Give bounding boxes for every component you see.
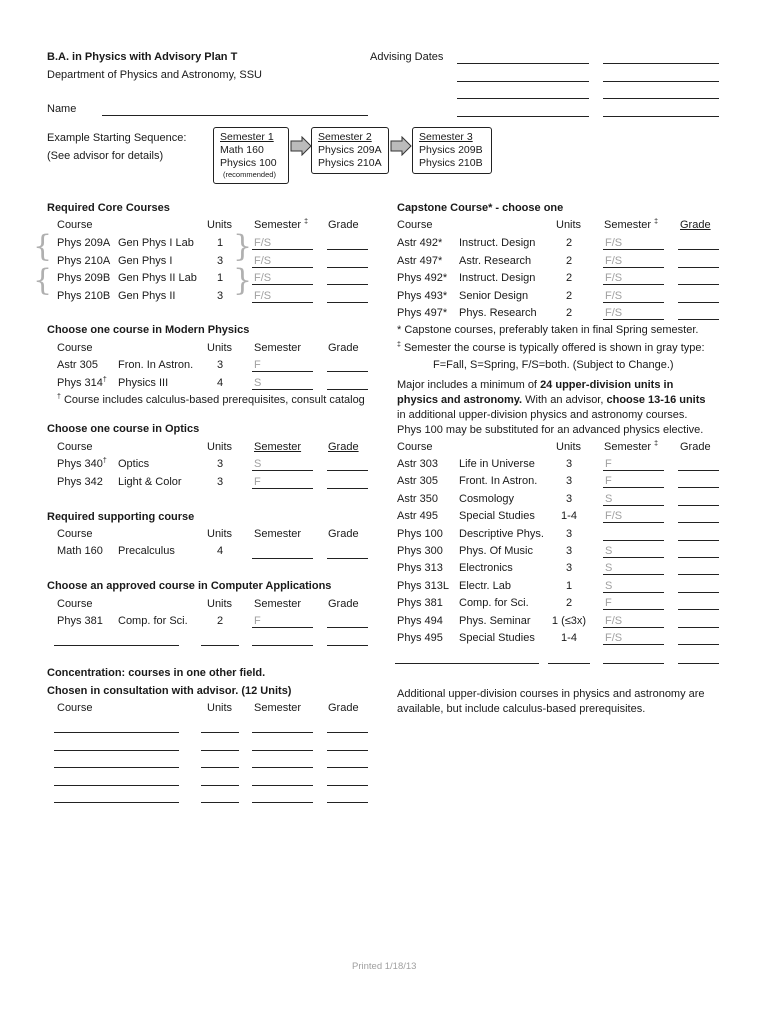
course-code: Astr 350 [397, 492, 438, 505]
right-brace-icon: } [233, 229, 253, 264]
course-title: Precalculus [118, 545, 175, 557]
course-field[interactable] [54, 802, 179, 803]
course-code [57, 458, 107, 470]
course-units: 3 [217, 254, 224, 267]
advising-date-field[interactable] [457, 81, 589, 82]
course-title: Electronics [459, 562, 513, 575]
col-units: Units [556, 441, 582, 453]
grade-field[interactable] [327, 785, 368, 786]
semester-field[interactable] [603, 505, 664, 506]
units-field[interactable] [201, 767, 239, 768]
semester-field[interactable] [603, 592, 664, 593]
col-course: Course [57, 702, 93, 714]
semester-3-box [412, 127, 492, 174]
semester-course: Math 160 [220, 144, 264, 156]
course-units: 2 [217, 615, 224, 627]
course-code: Phys 300 [397, 545, 443, 557]
col-course: Course [397, 441, 433, 453]
semester-offered: S [254, 376, 262, 389]
advising-date-field[interactable] [603, 63, 719, 64]
course-title: Electr. Lab [459, 579, 511, 592]
major-paragraph-line: in additional upper-division physics and astronomy courses. [397, 409, 688, 421]
semester-title: Semester 1 [220, 131, 274, 143]
grade-field[interactable] [327, 371, 368, 372]
semester-field[interactable] [252, 267, 313, 268]
course-units: 2 [565, 254, 573, 267]
course-code [57, 237, 110, 249]
units-field[interactable] [548, 663, 590, 664]
course-title: Astr. Research [459, 254, 532, 267]
semester-offered: F [605, 458, 612, 470]
course-title: Phys. Research [459, 307, 537, 319]
course-title: Comp. for Sci. [118, 615, 188, 627]
course-title: Front. In Astron. [459, 475, 538, 488]
semester-offered: S [254, 458, 262, 470]
course-title: Descriptive Phys. [459, 527, 544, 540]
col-semester: Semester [254, 441, 302, 453]
semester-offered: F/S [254, 254, 272, 267]
grade-field[interactable] [678, 627, 719, 628]
semester-course: Physics 100 [220, 157, 277, 169]
capstone-heading: Capstone Course* - choose one [397, 202, 564, 214]
grade-field[interactable] [678, 663, 719, 664]
course-title: Cosmology [459, 492, 515, 505]
course-code [57, 377, 107, 389]
course-code: Phys 100 [397, 527, 443, 540]
col-units: Units [207, 598, 233, 610]
units-field[interactable] [201, 802, 239, 803]
semester-course: Physics 210B [419, 157, 483, 169]
course-code: Astr 303 [397, 458, 438, 470]
semester-course: Physics 210A [318, 157, 382, 169]
concentration-subheading: Chosen in consultation with advisor. (12 Units) [47, 685, 292, 697]
course-title: Special Studies [459, 632, 535, 644]
major-paragraph-line: Phys 100 may be substituted for an advanced physics elective. [397, 424, 704, 436]
course-title: Phys. Seminar [459, 614, 531, 627]
semester-field[interactable] [252, 558, 313, 559]
course-code [57, 359, 98, 371]
grade-field[interactable] [678, 557, 719, 558]
col-grade: Grade [328, 342, 359, 354]
semester-offered: S [605, 492, 613, 505]
right-brace-icon: } [233, 263, 253, 298]
semester-field[interactable] [252, 732, 313, 733]
grade-field[interactable] [327, 558, 368, 559]
arrow-right-icon [290, 136, 312, 156]
course-code: Phys 493* [397, 289, 448, 302]
course-units: 1 [217, 272, 224, 284]
grade-field[interactable] [678, 284, 719, 285]
col-units: Units [207, 702, 233, 714]
course-code-text: Phys 210A [57, 254, 111, 267]
modern-heading: Choose one course in Modern Physics [47, 324, 250, 336]
name-field[interactable] [102, 115, 368, 116]
computer-heading: Choose an approved course in Computer Applications [47, 580, 332, 592]
col-grade: Grade [328, 598, 359, 610]
semester-field[interactable] [252, 802, 313, 803]
course-units: 3 [217, 458, 224, 470]
semester-offered: F/S [605, 272, 623, 284]
course-code: Astr 305 [397, 475, 438, 488]
page-title: B.A. in Physics with Advisory Plan T [47, 51, 238, 63]
course-units: 3 [217, 359, 224, 371]
advising-date-field[interactable] [603, 116, 719, 117]
col-units: Units [207, 342, 233, 354]
course-title: Life in Universe [459, 458, 535, 470]
grade-field[interactable] [327, 249, 368, 250]
course-units: 1-4 [561, 510, 577, 523]
course-units: 2 [565, 272, 573, 284]
units-field[interactable] [201, 785, 239, 786]
semester-field[interactable] [603, 644, 664, 645]
semester-offered: F/S [605, 237, 623, 249]
course-units: 4 [217, 376, 224, 389]
semester-field[interactable] [603, 487, 664, 488]
course-field[interactable] [54, 785, 179, 786]
footnote-text: Course includes calculus-based prerequisites, consult catalog [63, 394, 365, 406]
col-units: Units [207, 219, 233, 231]
semester-field[interactable] [603, 627, 664, 628]
semester-field[interactable] [603, 284, 664, 285]
col-semester: Semester [254, 528, 302, 540]
modern-footnote [57, 394, 365, 406]
grade-field[interactable] [327, 488, 368, 489]
course-code: Phys 495 [397, 632, 443, 644]
grade-field[interactable] [327, 267, 368, 268]
col-course: Course [57, 441, 93, 453]
col-semester-label: Semester [604, 441, 652, 453]
double-dagger-mark: ‡ [654, 440, 659, 448]
semester-offered: F [254, 359, 261, 371]
semester-title: Semester 3 [419, 131, 473, 143]
col-grade: Grade [328, 441, 359, 453]
semester-offered: F [254, 615, 261, 627]
semester-offered: F/S [254, 237, 272, 249]
sequence-label: Example Starting Sequence: [47, 132, 187, 144]
advising-date-field[interactable] [603, 81, 719, 82]
course-units: 1-4 [561, 632, 577, 644]
course-title: Fron. In Astron. [118, 359, 194, 371]
concentration-heading: Concentration: courses in one other field. [47, 667, 266, 679]
grade-field[interactable] [327, 627, 368, 628]
course-code [57, 290, 110, 302]
semester-field[interactable] [603, 302, 664, 303]
grade-field[interactable] [678, 470, 719, 471]
semester-field[interactable] [252, 470, 313, 471]
course-units: 3 [565, 475, 573, 488]
semester-field[interactable] [603, 249, 664, 250]
semester-field[interactable] [252, 488, 313, 489]
course-units: 2 [565, 597, 573, 610]
col-course: Course [57, 219, 93, 231]
units-field[interactable] [201, 750, 239, 751]
course-code: Astr 497* [397, 254, 443, 267]
double-dagger-mark: ‡ [304, 218, 309, 226]
grade-field[interactable] [327, 470, 368, 471]
course-title: Comp. for Sci. [459, 597, 529, 610]
semester-course: Physics 209A [318, 144, 382, 156]
course-units: 3 [565, 562, 573, 575]
text: With an advisor, [522, 394, 607, 406]
left-brace-icon: { [33, 229, 53, 264]
col-semester: Semester [254, 342, 302, 354]
course-units: 2 [565, 307, 573, 319]
course-title: Gen Phys II Lab [118, 272, 197, 284]
advising-date-field[interactable] [603, 98, 719, 99]
grade-field[interactable] [327, 284, 368, 285]
semester-title: Semester 2 [318, 131, 372, 143]
course-code [57, 476, 103, 488]
course-title: Gen Phys I [118, 254, 173, 267]
col-course: Course [57, 528, 93, 540]
course-units: 3 [565, 458, 573, 470]
col-course: Course [57, 342, 93, 354]
course-units: 3 [565, 527, 573, 540]
semester-field[interactable] [603, 540, 664, 541]
emphasis: physics and astronomy. [397, 394, 523, 406]
dagger-mark: † [102, 375, 107, 383]
grade-field[interactable] [678, 319, 719, 320]
dagger-mark: † [57, 393, 61, 401]
col-semester [604, 441, 658, 453]
course-code: Phys 381 [57, 615, 103, 627]
semester-offered: F/S [605, 289, 623, 302]
dagger-mark: † [102, 457, 107, 465]
capstone-note: * Capstone courses, preferably taken in final Spring semester. [397, 324, 699, 336]
course-code: Phys 494 [397, 614, 443, 627]
col-semester: Semester [254, 702, 302, 714]
units-field[interactable] [201, 732, 239, 733]
course-units: 4 [217, 545, 224, 557]
semester-offered: F/S [605, 632, 623, 644]
course-units: 1 [565, 579, 573, 592]
semester-offered: F [605, 597, 612, 610]
col-semester [604, 219, 658, 231]
semester-field[interactable] [603, 267, 664, 268]
emphasis: choose 13-16 units [606, 394, 706, 406]
arrow-right-icon [390, 136, 412, 156]
semester-offered: F [254, 475, 261, 488]
semester-field[interactable] [252, 249, 313, 250]
text: Major includes a minimum of [397, 379, 541, 391]
course-units: 3 [565, 545, 573, 557]
grade-field[interactable] [327, 732, 368, 733]
course-code [57, 255, 110, 267]
semester-field[interactable] [603, 557, 664, 558]
grade-field[interactable] [327, 645, 368, 646]
course-units: 2 [565, 289, 573, 302]
advising-date-field[interactable] [457, 63, 589, 64]
course-title: Optics [118, 458, 150, 470]
semester-offered: S [605, 579, 613, 592]
name-label: Name [47, 103, 77, 115]
semester-field[interactable] [603, 470, 664, 471]
semester-field[interactable] [603, 319, 664, 320]
course-units: 1 [217, 237, 224, 249]
semester-field[interactable] [603, 574, 664, 575]
advising-dates-label: Advising Dates [370, 51, 444, 63]
col-grade: Grade [680, 219, 711, 231]
col-semester: Semester [254, 598, 302, 610]
semester-offered: F/S [605, 614, 623, 627]
course-code: Phys 492* [397, 272, 448, 284]
course-field[interactable] [54, 645, 179, 646]
course-code-text: Phys 209A [57, 237, 111, 249]
grade-field[interactable] [678, 267, 719, 268]
col-semester-label: Semester [254, 219, 302, 231]
semester-note-text: Semester the course is typically offered is shown in gray type: [403, 342, 705, 354]
course-code-text: Astr 305 [57, 359, 98, 371]
course-code: Astr 495 [397, 510, 438, 523]
semester-field[interactable] [252, 645, 313, 646]
course-title: Gen Phys I Lab [118, 237, 194, 249]
course-title: Instruct. Design [459, 272, 536, 284]
col-semester-label: Semester [604, 219, 652, 231]
course-units: 3 [217, 475, 224, 488]
col-course: Course [57, 598, 93, 610]
optics-heading: Choose one course in Optics [47, 423, 200, 435]
course-code: Phys 381 [397, 597, 443, 610]
course-units: 2 [565, 237, 573, 249]
course-title: Phys. Of Music [459, 545, 533, 557]
semester-note-legend: F=Fall, S=Spring, F/S=both. (Subject to Change.) [433, 359, 674, 371]
sequence-note: (See advisor for details) [47, 150, 164, 162]
col-course: Course [397, 219, 433, 231]
course-code: Math 160 [57, 545, 103, 557]
left-brace-icon: { [33, 263, 53, 298]
course-units: 1 (≤3x) [551, 614, 587, 627]
course-code-text: Phys 340 [57, 458, 103, 470]
semester-field[interactable] [252, 302, 313, 303]
grade-field[interactable] [678, 609, 719, 610]
units-field[interactable] [201, 645, 239, 646]
course-code-text: Phys 314 [57, 376, 103, 389]
semester-field[interactable] [252, 767, 313, 768]
grade-field[interactable] [327, 767, 368, 768]
major-paragraph-line [397, 394, 706, 406]
course-field[interactable] [54, 732, 179, 733]
semester-field[interactable] [603, 663, 664, 664]
semester-field[interactable] [603, 522, 664, 523]
semester-offered: F/S [605, 254, 623, 267]
semester-offered: F/S [254, 289, 272, 302]
course-units: 3 [565, 492, 573, 505]
emphasis: 24 upper-division units in [540, 379, 674, 391]
semester-offered: S [605, 545, 613, 557]
department: Department of Physics and Astronomy, SSU [47, 69, 262, 81]
grade-field[interactable] [678, 522, 719, 523]
grade-field[interactable] [327, 389, 368, 390]
course-code: Astr 492* [397, 237, 443, 249]
major-paragraph-line [397, 379, 673, 391]
col-units: Units [207, 441, 233, 453]
semester-field[interactable] [252, 785, 313, 786]
semester-field[interactable] [252, 627, 313, 628]
semester-note: (recommended) [223, 170, 276, 179]
course-code: Phys 497* [397, 307, 448, 319]
col-grade: Grade [328, 702, 359, 714]
course-units: 3 [217, 289, 224, 302]
col-units: Units [207, 528, 233, 540]
course-title: Instruct. Design [459, 237, 536, 249]
grade-field[interactable] [678, 487, 719, 488]
course-code-text: Phys 209B [57, 272, 111, 284]
additional-note: available, but include calculus-based prerequisites. [397, 703, 646, 715]
col-units: Units [556, 219, 582, 231]
col-grade: Grade [328, 219, 359, 231]
printed-date: Printed 1/18/13 [352, 961, 417, 972]
col-grade: Grade [680, 441, 711, 453]
grade-field[interactable] [678, 592, 719, 593]
course-title: Physics III [118, 376, 169, 389]
course-code [57, 272, 110, 284]
course-title: Senior Design [459, 289, 529, 302]
grade-field[interactable] [327, 302, 368, 303]
double-dagger-mark: ‡ [654, 218, 659, 226]
course-field[interactable] [54, 767, 179, 768]
advising-date-field[interactable] [457, 98, 589, 99]
grade-field[interactable] [678, 574, 719, 575]
course-title: Gen Phys II [118, 289, 176, 302]
course-code: Phys 313 [397, 562, 443, 575]
semester-note [397, 342, 705, 354]
semester-offered: F/S [605, 307, 623, 319]
advising-date-field[interactable] [457, 116, 589, 117]
additional-note: Additional upper-division courses in physics and astronomy are [397, 688, 705, 700]
grade-field[interactable] [678, 249, 719, 250]
course-field[interactable] [54, 750, 179, 751]
col-grade: Grade [328, 528, 359, 540]
grade-field[interactable] [678, 505, 719, 506]
course-code-text: Phys 342 [57, 475, 103, 488]
semester-field[interactable] [252, 750, 313, 751]
grade-field[interactable] [327, 802, 368, 803]
semester-course: Physics 209B [419, 144, 483, 156]
semester-offered: F/S [605, 510, 623, 523]
semester-1-box [213, 127, 289, 184]
grade-field[interactable] [678, 302, 719, 303]
semester-field[interactable] [603, 609, 664, 610]
semester-offered: S [605, 562, 613, 575]
supporting-heading: Required supporting course [47, 511, 195, 523]
semester-offered: F [605, 475, 612, 488]
semester-offered: F/S [254, 272, 272, 284]
course-code-text: Phys 210B [57, 289, 111, 302]
grade-field[interactable] [327, 750, 368, 751]
semester-2-box [311, 127, 389, 174]
grade-field[interactable] [678, 540, 719, 541]
course-title: Light & Color [118, 475, 182, 488]
col-semester [254, 219, 308, 231]
course-code: Phys 313L [397, 579, 449, 592]
semester-field[interactable] [252, 371, 313, 372]
double-dagger-mark: ‡ [397, 341, 401, 349]
course-title: Special Studies [459, 510, 535, 523]
grade-field[interactable] [678, 644, 719, 645]
semester-field[interactable] [252, 284, 313, 285]
semester-field[interactable] [252, 389, 313, 390]
core-heading: Required Core Courses [47, 202, 170, 214]
course-field[interactable] [395, 663, 539, 664]
